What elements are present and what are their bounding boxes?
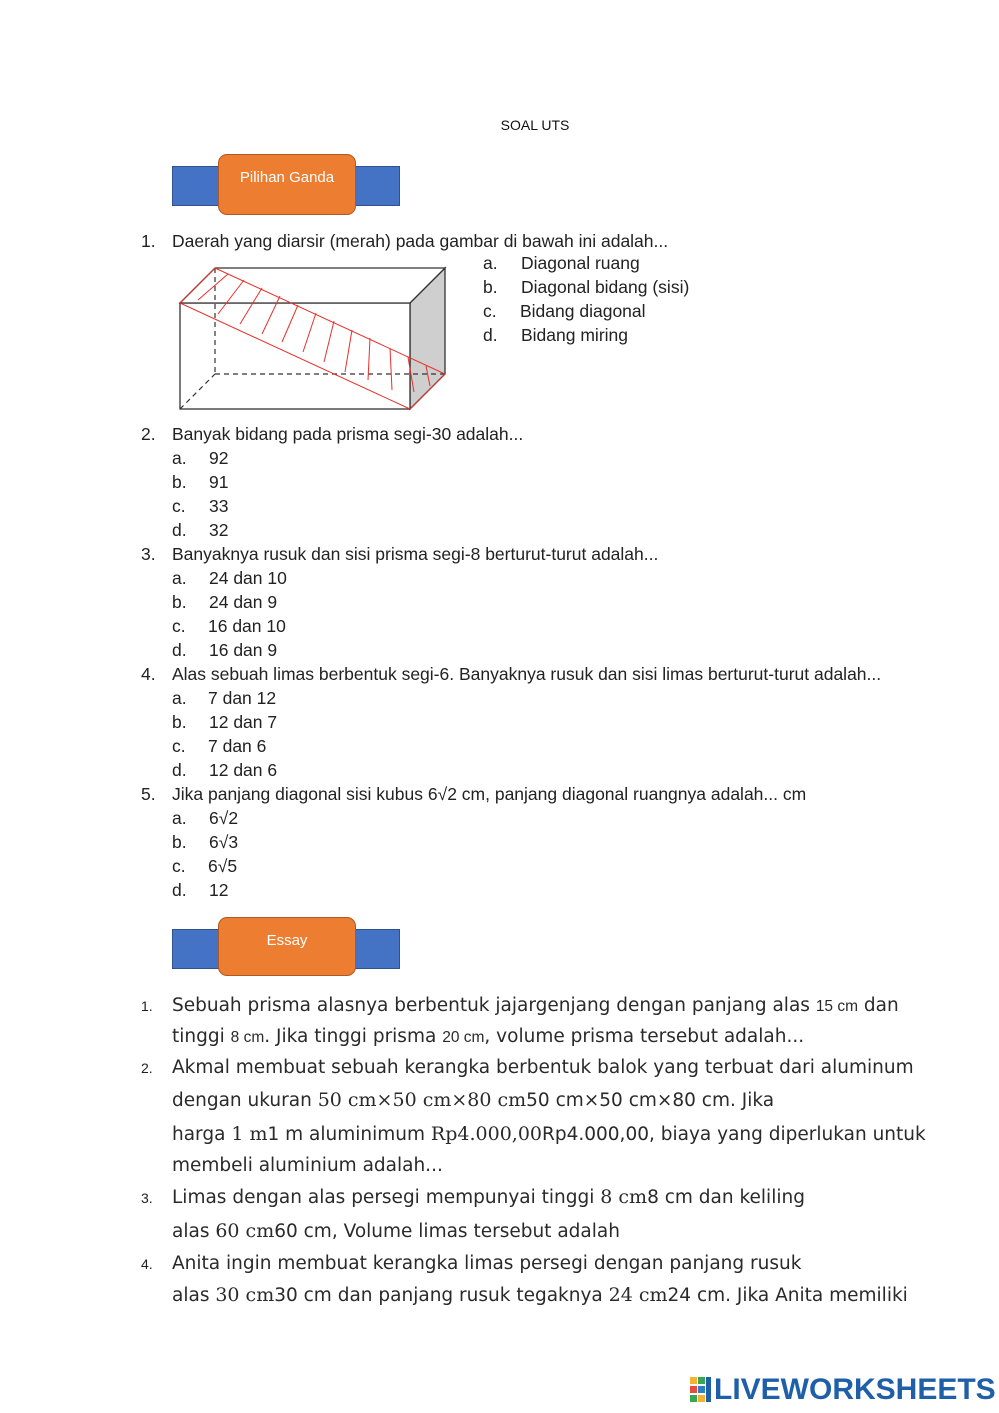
option-letter: d. <box>172 640 187 660</box>
text: aluminimum <box>303 1124 431 1145</box>
question-text-line <box>172 1216 620 1247</box>
option-letter: c. <box>172 496 186 516</box>
text: Sebuah prisma alasnya berbentuk jajargenjang dengan panjang alas <box>172 995 816 1016</box>
option-text: 7 dan 6 <box>208 736 267 756</box>
text: dengan ukuran <box>172 1090 318 1111</box>
option-letter: d. <box>483 325 498 345</box>
text: . Jika <box>730 1090 775 1111</box>
text: harga <box>172 1124 232 1145</box>
text: dan <box>858 995 899 1016</box>
option-letter: b. <box>172 712 187 732</box>
option-letter: a. <box>172 808 187 828</box>
question-text-line: Anita ingin membuat kerangka limas persegi dengan panjang rusuk <box>172 1253 802 1274</box>
option-letter: b. <box>483 277 498 297</box>
option-text: 16 dan 10 <box>208 616 286 636</box>
measure: 20 cm <box>442 1029 485 1046</box>
option-letter: b. <box>172 472 187 492</box>
question-number: 1. <box>141 231 156 251</box>
math-expression: Rp4.000,00 <box>542 1124 649 1145</box>
option-c[interactable] <box>172 614 286 638</box>
text: dan keliling <box>692 1187 805 1208</box>
option-text: 16 dan 9 <box>209 640 278 660</box>
math-expression: 24 cm <box>667 1285 726 1306</box>
option-b[interactable] <box>483 275 690 299</box>
option-c[interactable] <box>483 299 646 323</box>
question-number: 2. <box>141 424 156 444</box>
option-d[interactable] <box>172 638 278 662</box>
math-expression: 8 cm <box>647 1187 693 1208</box>
prism-top-face <box>180 268 445 303</box>
option-letter: a. <box>172 448 187 468</box>
question-text-line <box>172 1119 926 1150</box>
question-number: 4. <box>141 664 156 684</box>
option-a[interactable] <box>172 446 229 470</box>
math-expression: 60 cm <box>215 1220 275 1242</box>
option-text: 91 <box>209 472 229 492</box>
page-title: SOAL UTS <box>500 117 570 133</box>
option-a[interactable] <box>172 566 287 590</box>
question-text: Banyak bidang pada prisma segi-30 adalah... <box>172 424 524 444</box>
option-text: 24 dan 10 <box>209 568 287 588</box>
option-b[interactable] <box>172 830 239 854</box>
question-text-line <box>172 1182 805 1213</box>
question-text-line <box>172 990 899 1022</box>
text: . Jika Anita memiliki <box>725 1285 908 1306</box>
prism-figure <box>170 262 460 414</box>
text: . Jika tinggi prisma <box>264 1026 443 1047</box>
text: Limas dengan alas persegi mempunyai tinggi <box>172 1187 601 1208</box>
measure: 8 cm <box>230 1029 265 1046</box>
option-b[interactable] <box>172 590 278 614</box>
option-b[interactable] <box>172 470 229 494</box>
logo-text: LIVEWORKSHEETS <box>714 1373 996 1406</box>
option-letter: a. <box>172 688 187 708</box>
option-text: 7 dan 12 <box>208 688 277 708</box>
math-expression: 30 cm <box>215 1284 275 1306</box>
option-d[interactable] <box>172 878 229 902</box>
question-text-line <box>172 1280 908 1311</box>
option-a[interactable] <box>172 806 239 830</box>
question-text-line: Akmal membuat sebuah kerangka berbentuk balok yang terbuat dari aluminum <box>172 1057 914 1078</box>
question-text: Jika panjang diagonal sisi kubus 6√2 cm, panjang diagonal ruangnya adalah... cm <box>172 784 807 804</box>
question-number: 3. <box>141 544 156 564</box>
text: , biaya yang diperlukan untuk <box>648 1124 926 1145</box>
option-letter: d. <box>172 520 187 540</box>
option-c[interactable] <box>172 494 229 518</box>
question-number: 5. <box>141 784 156 804</box>
math-expression: Rp4.000,00 <box>430 1123 542 1145</box>
text: , volume prisma tersebut adalah... <box>484 1026 805 1047</box>
liveworksheets-logo <box>690 1374 996 1406</box>
question-number: 1. <box>141 998 153 1014</box>
measure: 15 cm <box>815 998 859 1015</box>
option-letter: d. <box>172 760 187 780</box>
math-expression: 1 m <box>231 1123 268 1145</box>
option-text: Bidang miring <box>521 325 628 345</box>
logo-icon <box>690 1377 712 1403</box>
option-text: 12 dan 7 <box>209 712 278 732</box>
banner-label: Essay <box>218 917 356 976</box>
question-number: 2. <box>141 1060 153 1076</box>
option-text: 32 <box>209 520 229 540</box>
option-c[interactable] <box>172 734 267 758</box>
option-a[interactable] <box>483 251 640 275</box>
text: alas <box>172 1221 216 1242</box>
option-letter: a. <box>172 568 187 588</box>
question-text: Alas sebuah limas berbentuk segi-6. Banyaknya rusuk dan sisi limas berturut-turut adalah... <box>172 664 882 684</box>
text: tinggi <box>172 1026 231 1047</box>
banner-label: Pilihan Ganda <box>218 154 356 215</box>
option-d[interactable] <box>172 518 229 542</box>
option-letter: a. <box>483 253 498 273</box>
option-b[interactable] <box>172 710 278 734</box>
math-expression: 50 cm×50 cm×80 cm <box>317 1089 527 1111</box>
option-letter: c. <box>172 856 186 876</box>
math-expression: 24 cm <box>608 1284 668 1306</box>
option-letter: c. <box>172 616 186 636</box>
math-expression: 1 m <box>267 1124 304 1145</box>
math-expression: 60 cm <box>274 1221 332 1242</box>
math-expression: 30 cm <box>274 1285 332 1306</box>
option-d[interactable] <box>172 758 278 782</box>
text: , Volume limas tersebut adalah <box>331 1221 620 1242</box>
text: alas <box>172 1285 216 1306</box>
option-text: 12 <box>209 880 229 900</box>
option-letter: b. <box>172 592 187 612</box>
question-text-line: membeli aluminium adalah... <box>172 1155 443 1176</box>
option-a[interactable] <box>172 686 277 710</box>
option-text: 33 <box>209 496 229 516</box>
option-letter: c. <box>483 301 497 321</box>
option-letter: b. <box>172 832 187 852</box>
option-d[interactable] <box>483 323 628 347</box>
math-expression: 8 cm <box>600 1186 648 1208</box>
option-c[interactable] <box>172 854 238 878</box>
question-number: 4. <box>141 1256 153 1272</box>
question-text-line <box>172 1021 804 1053</box>
question-text: Daerah yang diarsir (merah) pada gambar di bawah ini adalah... <box>172 231 669 251</box>
question-number: 3. <box>141 1190 153 1206</box>
option-text: Bidang diagonal <box>520 301 646 321</box>
option-text: 92 <box>209 448 229 468</box>
option-letter: c. <box>172 736 186 756</box>
option-text: Diagonal ruang <box>521 253 640 273</box>
question-text: Banyaknya rusuk dan sisi prisma segi-8 berturut-turut adalah... <box>172 544 659 564</box>
option-text: 12 dan 6 <box>209 760 278 780</box>
text: dan panjang rusuk tegaknya <box>331 1285 609 1306</box>
question-text-line <box>172 1085 774 1116</box>
option-text: 6√5 <box>208 856 238 876</box>
option-text: 6√3 <box>209 832 239 852</box>
option-text: 24 dan 9 <box>209 592 278 612</box>
option-text: 6√2 <box>209 808 239 828</box>
option-letter: d. <box>172 880 187 900</box>
math-expression: 50 cm×50 cm×80 cm <box>526 1090 730 1111</box>
option-text: Diagonal bidang (sisi) <box>521 277 690 297</box>
